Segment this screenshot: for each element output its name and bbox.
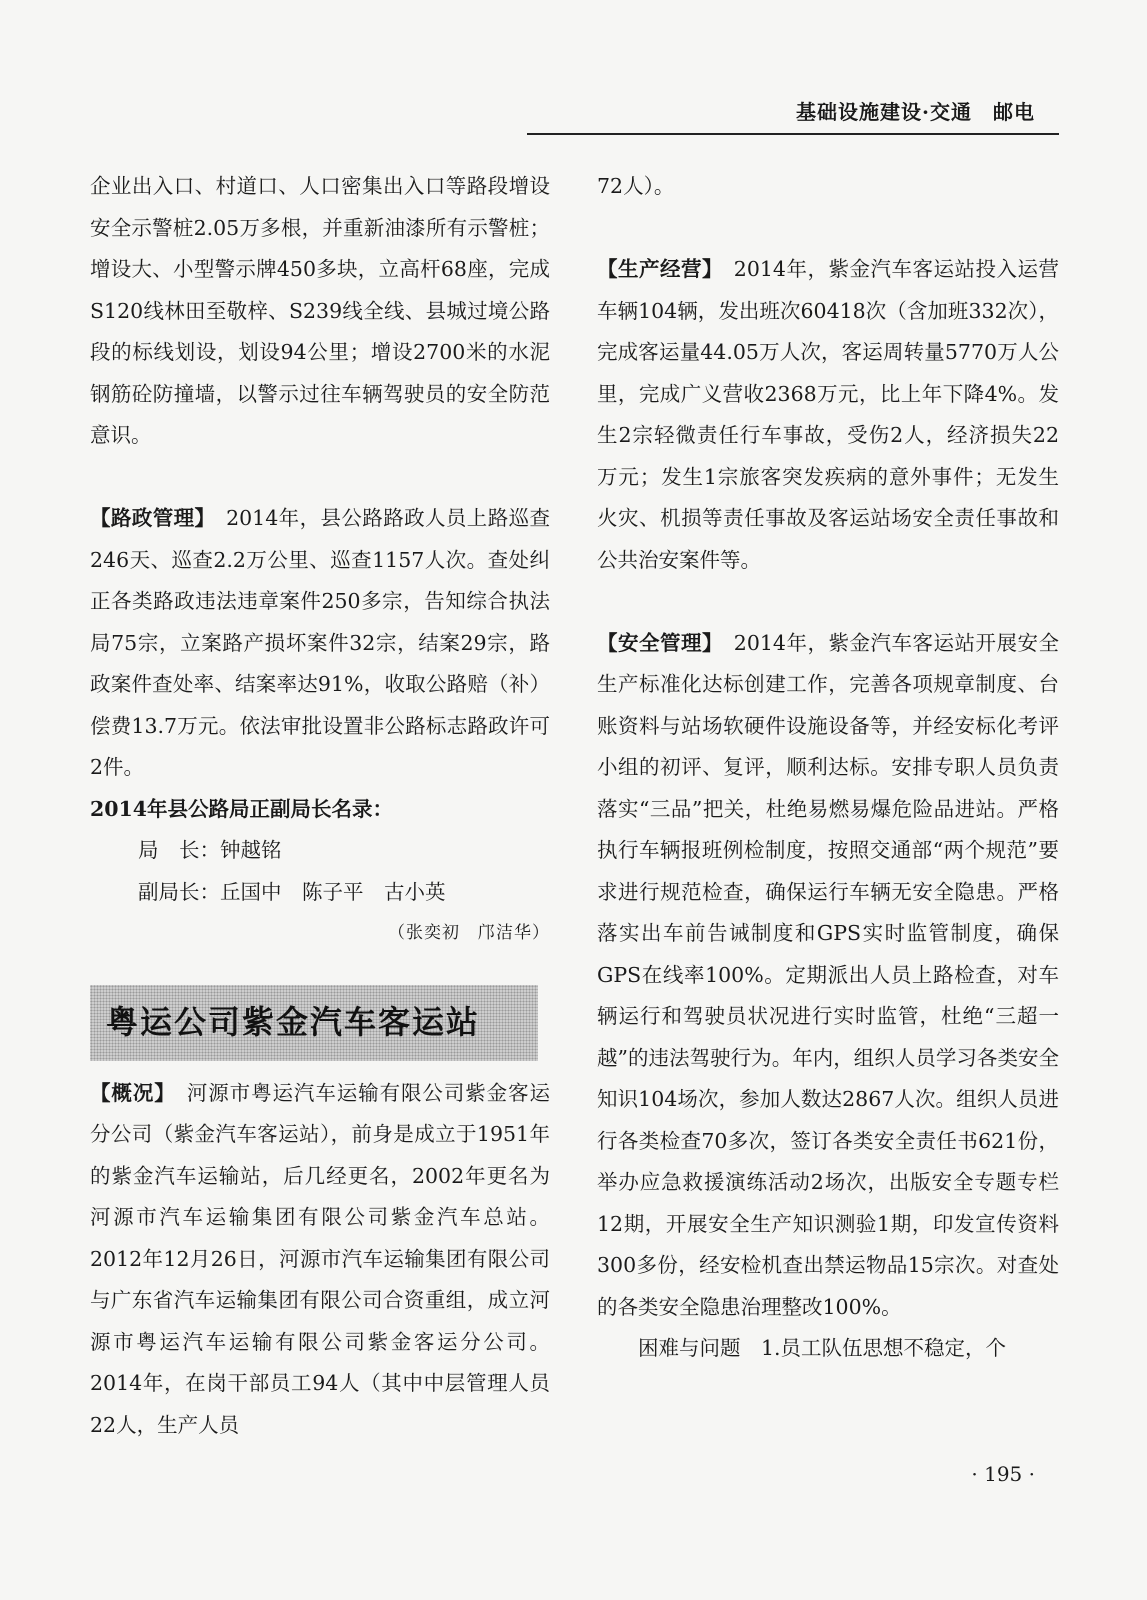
page-number: · 195 ·: [971, 1462, 1035, 1486]
paragraph-problems: [597, 1328, 1059, 1370]
section-title-box: [90, 985, 538, 1061]
right-column: [597, 166, 1059, 1370]
paragraph-road-administration: [90, 498, 550, 789]
overview-text: 河源市粤运汽车运输有限公司紫金客运分公司（紫金汽车客运站），前身是成立于1951年的紫金汽车运输站，后几经更名，2002年更名为河源市汽车运输集团有限公司紫金汽车总站。2012年12月26日，河源市汽车运输集团有限公司与广东省汽车运输集团有限公司合资重组，成立河源市粤运汽车运输有限公司紫金客运分公司。2014年，在岗干部员工94人（其中中层管理人员22人，生产人员: [90, 1080, 551, 1437]
road-admin-text: 2014年，县公路路政人员上路巡查246天、巡查2.2万公里、巡查1157人次。查处纠正各类路政违法违章案件250多宗，告知综合执法局75宗，立案路产损坏案件32宗，结案29宗，路政案件查处率、结案率达91%，收取公路赔（补）偿费13.7万元。依法审批设置非公路标志路政许可2件。: [90, 506, 551, 779]
safety-text: 2014年，紫金汽车客运站开展安全生产标准化达标创建工作，完善各项规章制度、台账资料与站场软硬件设施设备等，并经安标化考评小组的初评、复评，顺利达标。安排专职人员负责落实“三品”把关，杜绝易燃易爆危险品进站。严格执行车辆报班例检制度，按照交通部“两个规范”要求进行规范检查，确保运行车辆无安全隐患。严格落实出车前告诫制度和GPS实时监管制度，确保GPS在线率100%。定期派出人员上路检查，对车辆运行和驾驶员状况进行实时监管，杜绝“三超一越”的违法驾驶行为。年内，组织人员学习各类安全知识104场次，参加人数达2867人次。组织人员进行各类检查70多次，签订各类安全责任书621份，举办应急救援演练活动2场次，出版安全专题专栏12期，开展安全生产知识测验1期，印发宣传资料300多份，经安检机查出禁运物品15宗次。对查处的各类安全隐患治理整改100%。: [597, 630, 1060, 1319]
section-label-safety: 【安全管理】: [597, 630, 713, 655]
section-label-production: 【生产经营】: [597, 257, 713, 281]
paragraph-safety: [597, 623, 1059, 1329]
header-rule: [527, 133, 1059, 135]
leaders-list-title: 2014年县公路局正副局长名录：: [90, 796, 394, 821]
leader-director: 局 长：钟越铭: [138, 838, 282, 862]
section-label-road-admin: 【路政管理】: [90, 506, 206, 530]
leader-deputies: 副局长：丘国中 陈子平 古小英: [138, 879, 446, 904]
paragraph-continuation: 72人）。: [597, 174, 675, 198]
running-header: 基础设施建设·交通 邮电: [796, 100, 1035, 124]
author-byline: （张奕初 邝洁华）: [388, 923, 550, 943]
section-title: 粤运公司紫金汽车客运站: [106, 1002, 481, 1041]
paragraph-production: [597, 249, 1059, 581]
paragraph-road-safety: 企业出入口、村道口、人口密集出入口等路段增设安全示警桩2.05万多根，并重新油漆所有示警桩；增设大、小型警示牌450多块，立高杆68座，完成S120线林田至敬梓、S239线全线、县城过境公路段的标线划设，划设94公里；增设2700米的水泥钢筋砼防撞墙，以警示过往车辆驾驶员的安全防范意识。: [90, 174, 550, 447]
problems-label: 困难与问题: [638, 1336, 741, 1360]
production-text: 2014年，紫金汽车客运站投入运营车辆104辆，发出班次60418次（含加班332次），完成客运量44.05万人次，客运周转量5770万人公里，完成广义营收2368万元，比上年下降4%。发生2宗轻微责任行车事故，受伤2人，经济损失22万元；发生1宗旅客突发疾病的意外事件；无发生火灾、机损等责任事故及客运站场安全责任事故和公共治安案件等。: [597, 257, 1060, 572]
problems-text: 1.员工队伍思想不稳定，个: [761, 1336, 1007, 1360]
left-column: [90, 166, 550, 1446]
paragraph-overview: [90, 1073, 550, 1447]
section-label-overview: 【概况】: [90, 1080, 166, 1105]
